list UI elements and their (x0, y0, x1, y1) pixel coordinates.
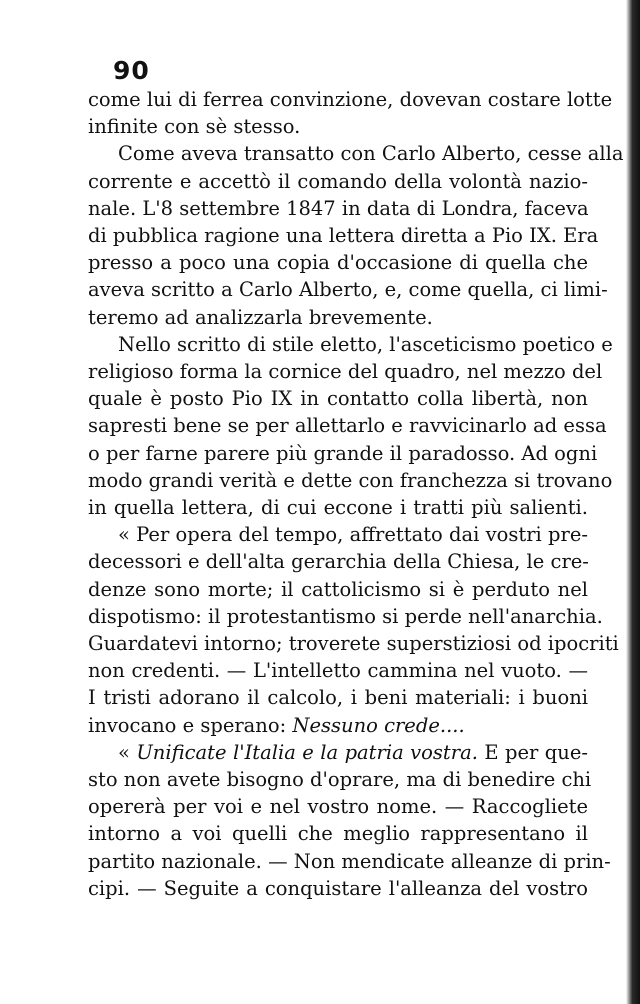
text-line: decessori e dell'alta gerarchia della Chiesa, le cre- (88, 550, 589, 574)
text-line: infinite con sè stesso. (88, 115, 301, 139)
text-line: quale è posto Pio IX in contatto colla libertà, non (88, 387, 588, 411)
quote-mark: « (118, 740, 137, 764)
text-line: I tristi adorano il calcolo, i beni materiali: i buoni (88, 686, 588, 710)
text-line: Guardatevi intorno; troverete superstiziosi od ipocriti (88, 632, 619, 656)
text-line: corrente e accettò il comando della volontà nazio- (88, 169, 588, 193)
text-line: non credenti. — L'intelletto cammina nel vuoto. — (88, 659, 588, 683)
text-segment: E per que- (477, 740, 588, 764)
text-line: sto non avete bisogno d'oprare, ma di benedire chi (88, 768, 592, 792)
text-line: intorno a voi quelli che meglio rappresentano il (88, 822, 588, 846)
text-line: presso a poco una copia d'occasione di quella che (88, 251, 588, 275)
text-line: in quella lettera, di cui eccone i tratti più salienti. (88, 496, 588, 520)
page-number: 90 (113, 56, 150, 85)
text-line: « Per opera del tempo, affrettato dai vostri pre- (118, 523, 588, 547)
text-line: teremo ad analizzarla brevemente. (88, 305, 433, 329)
italic-text: Nessuno crede.... (292, 713, 465, 737)
italic-text: Unificate l'Italia e la patria vostra. (136, 740, 478, 764)
text-line: religioso forma la cornice del quadro, nel mezzo del (88, 360, 603, 384)
text-line: o per farne parere più grande il paradosso. Ad ogni (88, 441, 598, 465)
text-line: come lui di ferrea convinzione, dovevan costare lotte (88, 88, 613, 111)
text-line: cipi. — Seguite a conquistare l'alleanza del vostro (88, 876, 588, 900)
text-line: modo grandi verità e dette con franchezza si trovano (88, 468, 613, 492)
text-line: Nello scritto di stile eletto, l'asceticismo poetico e (118, 332, 613, 356)
text-segment: invocano e sperano: (88, 713, 293, 737)
text-line: opererà per voi e nel vostro nome. — Raccogliete (88, 795, 588, 819)
text-line: dispotismo: il protestantismo si perde nell'anarchia. (88, 604, 603, 628)
text-line: partito nazionale. — Non mendicate alleanze di prin- (88, 849, 611, 873)
text-line: Come aveva transatto con Carlo Alberto, cesse alla (118, 142, 624, 166)
text-line: denze sono morte; il cattolicismo si è perduto nel (88, 577, 588, 601)
text-line: di pubblica ragione una lettera diretta a Pio IX. Era (88, 224, 599, 248)
text-line (88, 712, 588, 739)
body-text (88, 86, 624, 902)
page-edge-shadow (626, 0, 640, 1004)
text-line (88, 739, 588, 766)
text-line: aveva scritto a Carlo Alberto, e, come quella, ci limi- (88, 278, 608, 302)
text-line: sapresti bene se per allettarlo e ravvicinarlo ad essa (88, 414, 607, 438)
text-line: nale. L'8 settembre 1847 in data di Londra, faceva (88, 196, 589, 220)
